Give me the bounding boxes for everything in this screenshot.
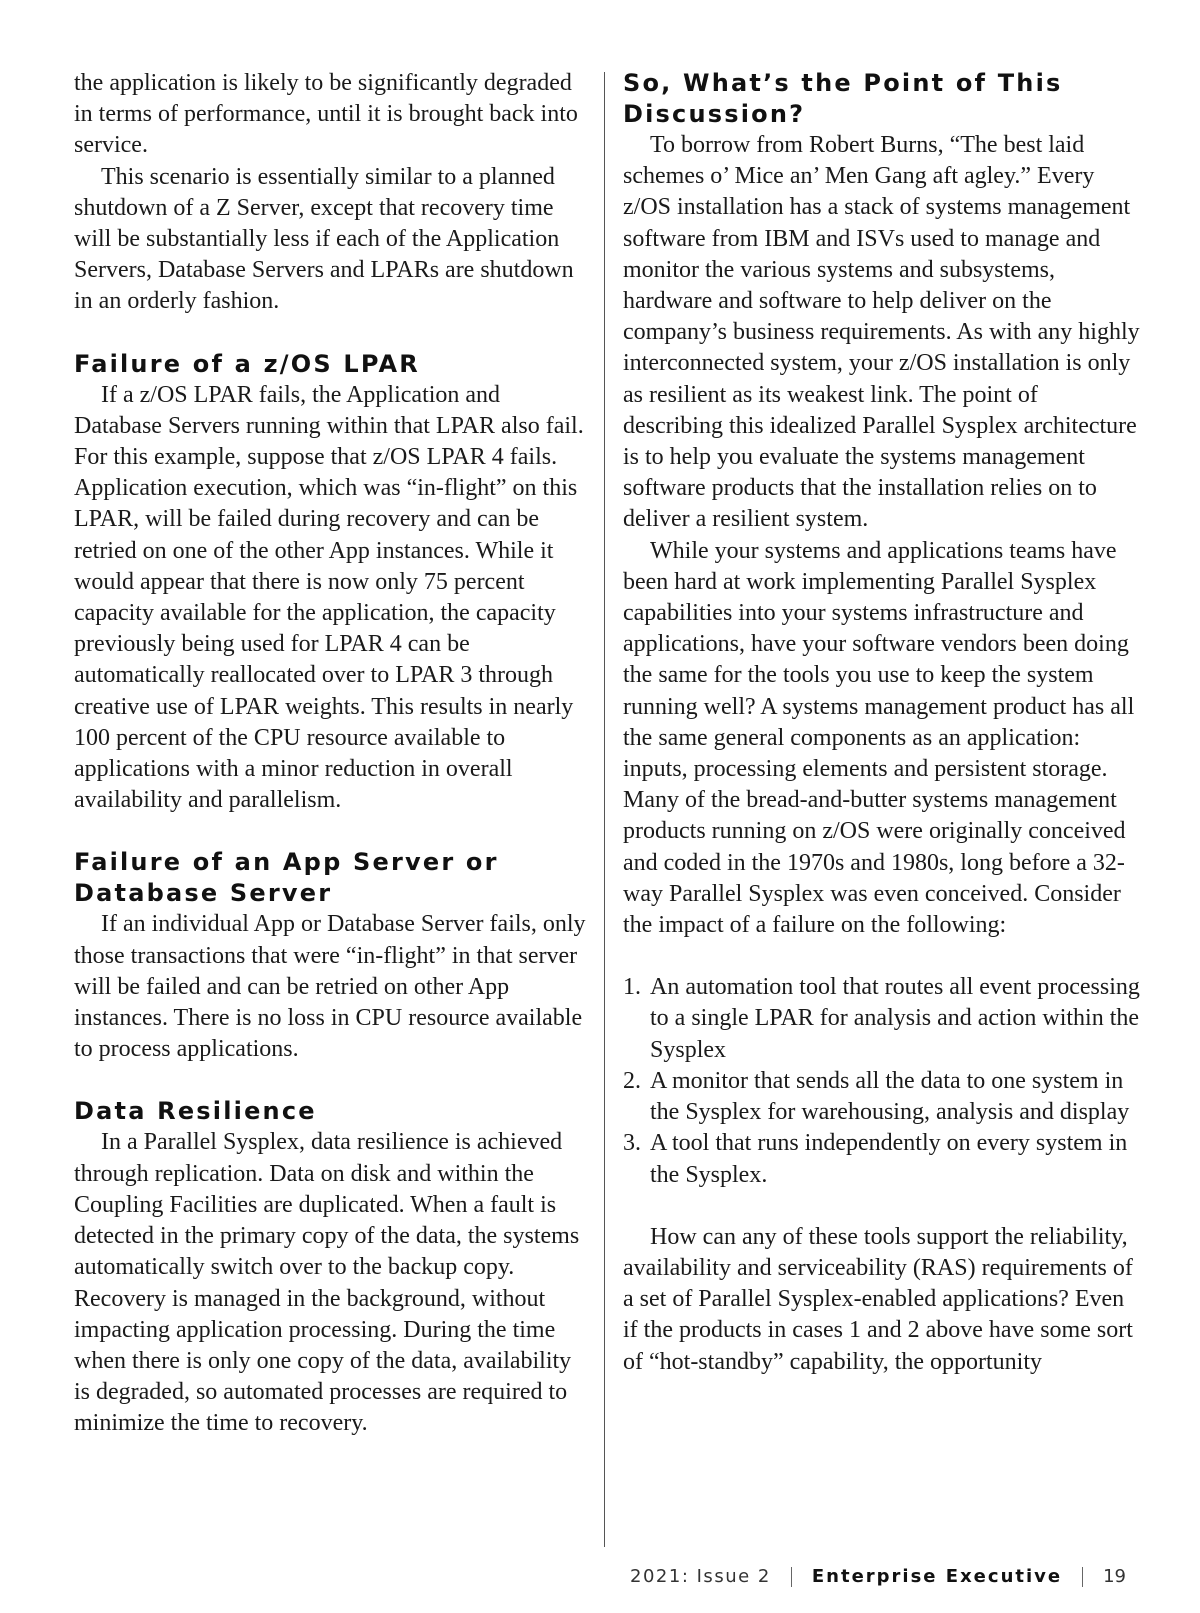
list-item-text: A monitor that sends all the data to one system in the Sysplex for warehousing, analysis and display <box>650 1067 1130 1126</box>
paragraph: This scenario is essentially similar to a planned shutdown of a Z Server, except that recovery time will be substantially less if each of the Application Servers, Database Servers and LPARs are shutdown in an orderly fashion. <box>74 163 574 315</box>
left-column <box>74 68 586 1440</box>
footer-separator <box>791 1567 792 1587</box>
list-item-text: An automation tool that routes all event processing to a single LPAR for analysis and action within the Sysplex <box>650 974 1140 1063</box>
list-item <box>623 1066 1143 1128</box>
list-item <box>623 972 1143 1066</box>
page-footer <box>630 1566 1126 1587</box>
list-item-text: A tool that runs independently on every system in the Sysplex. <box>650 1130 1128 1188</box>
paragraph: the application is likely to be significantly degraded in terms of performance, until it is brought back into service. <box>74 70 578 159</box>
section-heading-data-resilience: Data Resilience <box>74 1097 317 1126</box>
numbered-list <box>623 972 1143 1190</box>
page-number: 19 <box>1103 1566 1126 1587</box>
paragraph: While your systems and applications teams have been hard at work implementing Parallel Sysplex capabilities into your systems infrastructure and applications, have your software vendors been doing the same for the tools you use to keep the system running well? A systems management product has all the same general components as an application: inputs, processing elements and persistent storage. Many of the bread-and-butter systems management products running on z/OS were originally conceived and coded in the 1970s and 1980s, long before a 32-way Parallel Sysplex was even conceived. Consider the impact of a failure on the following: <box>623 537 1135 939</box>
paragraph: If a z/OS LPAR fails, the Application and Database Servers running within that LPAR also fail. For this example, suppose that z/OS LPAR 4 fails. Application execution, which was “in-flight” on this LPAR, will be failed during recovery and can be retried on one of the other App instances. While it would appear that there is now only 75 percent capacity available for the application, the capacity previously being used for LPAR 4 can be automatically reallocated over to LPAR 3 through creative use of LPAR weights. This results in nearly 100 percent of the CPU resource available to applications with a minor reduction in overall availability and parallelism. <box>74 381 584 814</box>
publication-name: Enterprise Executive <box>811 1566 1063 1587</box>
paragraph: How can any of these tools support the reliability, availability and serviceability (RAS) requirements of a set of Parallel Sysplex-enabled applications? Even if the products in cases 1 and 2 above have some sort of “hot-standby” capability, the opportunity <box>623 1223 1133 1375</box>
list-item <box>623 1128 1143 1190</box>
list-number: 3. <box>623 1130 641 1157</box>
section-heading-point-of-discussion: So, What’s the Point of This Discussion? <box>623 69 1063 128</box>
section-heading-app-server-failure: Failure of an App Server or Database Server <box>74 848 499 908</box>
column-divider <box>604 72 605 1547</box>
list-number: 2. <box>623 1067 641 1094</box>
list-number: 1. <box>623 974 641 1001</box>
footer-separator <box>1082 1567 1083 1587</box>
paragraph: If an individual App or Database Server fails, only those transactions that were “in-flight” in that server will be failed and can be retried on other App instances. There is no loss in CPU resource available to process applications. <box>74 911 586 1063</box>
paragraph: To borrow from Robert Burns, “The best laid schemes o’ Mice an’ Men Gang aft agley.” Every z/OS installation has a stack of systems management software from IBM and ISVs used to manage and monitor the various systems and subsystems, hardware and software to help deliver on the company’s business requirements. As with any highly interconnected system, your z/OS installation is only as resilient as its weakest link. The point of describing this idealized Parallel Sysplex architecture is to help you evaluate the systems management software products that the installation relies on to deliver a resilient system. <box>623 132 1140 533</box>
right-column <box>623 68 1143 1378</box>
paragraph: In a Parallel Sysplex, data resilience is achieved through replication. Data on disk and within the Coupling Facilities are duplicated. When a fault is detected in the primary copy of the data, the systems automatically switch over to the backup copy. Recovery is managed in the background, without impacting application processing. During the time when there is only one copy of the data, availability is degraded, so automated processes are required to minimize the time to recovery. <box>74 1129 580 1437</box>
issue-label: 2021: Issue 2 <box>630 1566 771 1587</box>
section-heading-lpar-failure: Failure of a z/OS LPAR <box>74 349 420 378</box>
